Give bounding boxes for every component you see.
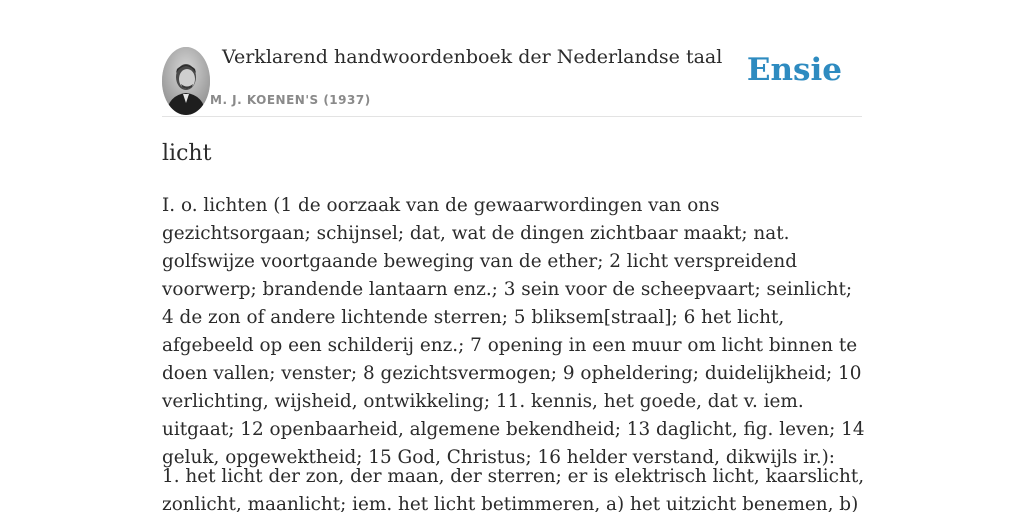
dictionary-title: Verklarend handwoordenboek der Nederlandse taal (222, 46, 723, 68)
entry-example: 1. het licht der zon, der maan, der sterren; er is elektrisch licht, kaarslicht, zonlicht, maanlicht; iem. het licht betimmeren, a) het uitzicht benemen, b) (162, 466, 865, 512)
dictionary-author: M. J. KOENEN'S (1937) (210, 93, 371, 107)
entry-headword: licht (162, 141, 212, 166)
author-avatar (162, 47, 210, 115)
brand-logo-link[interactable]: Ensie (746, 52, 842, 88)
entry-definition: I. o. lichten (1 de oorzaak van de gewaarwordingen van ons gezichtsorgaan; schijnsel; dat, wat de dingen zichtbaar maakt; nat. golfswijze voortgaande beweging van de ether; 2 licht verspreidend voorwerp; brandende lantaarn enz.; 3 sein voor de scheepvaart; seinlicht; 4 de zon of andere lichtende sterren; 5 bliksem[straal]; 6 het licht, afgebeeld op een schilderij enz.; 7 opening in een muur om licht binnen te doen vallen; venster; 8 gezichtsvermogen; 9 opheldering; duidelijkheid; 10 verlichting, wijsheid, ontwikkeling; 11. kennis, het goede, dat v. iem. uitgaat; 12 openbaarheid, algemene bekendheid; 13 daglicht, fig. leven; 14 geluk, opgewektheid; 15 God, Christus; 16 helder verstand, dikwijls ir.): (162, 195, 865, 468)
header (162, 46, 862, 117)
